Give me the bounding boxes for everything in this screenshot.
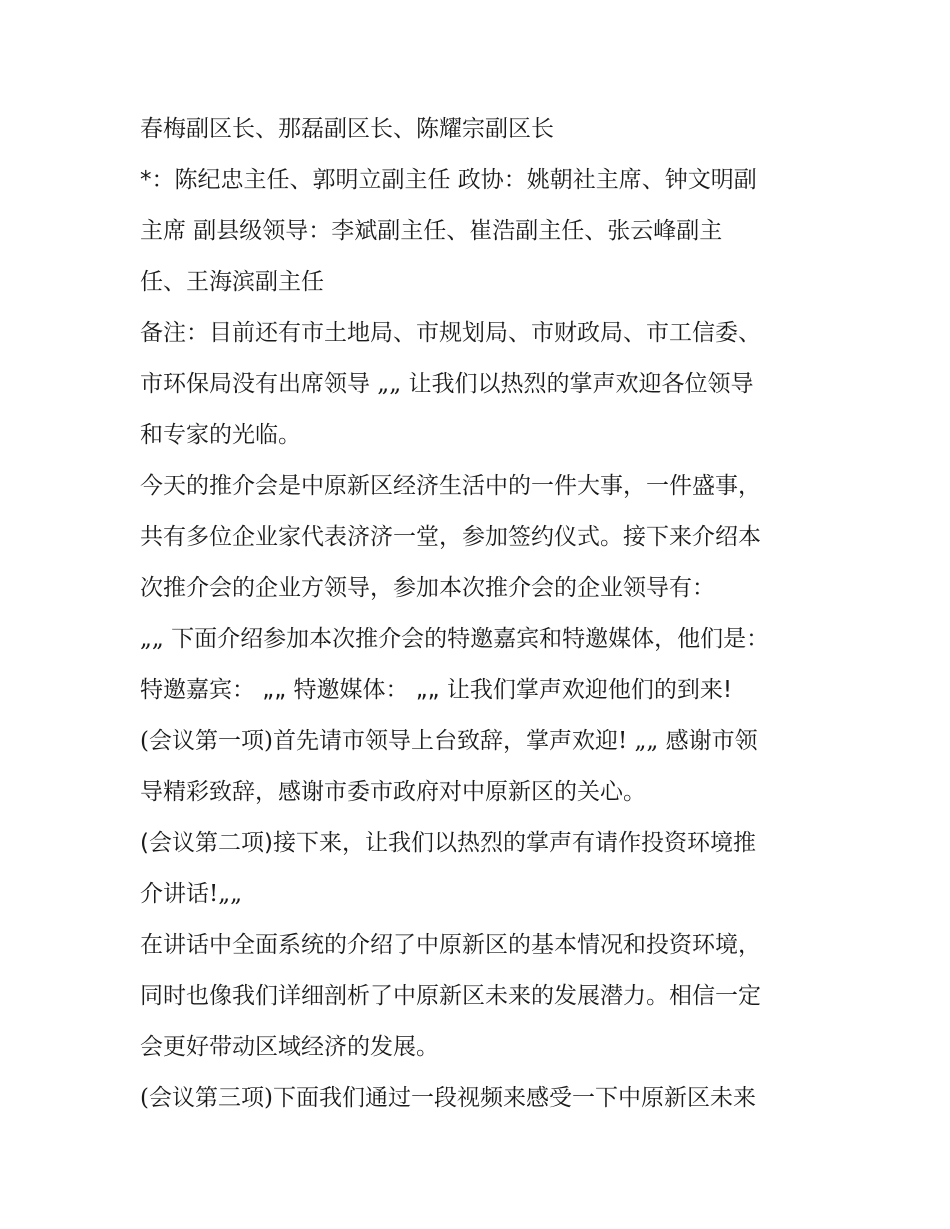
text-line: (会议第二项)接下来，让我们以热烈的掌声有请作投资环境推 bbox=[140, 830, 756, 856]
text-line: 会更好带动区域经济的发展。 bbox=[140, 1034, 439, 1060]
text-line: 次推介会的企业方领导，参加本次推介会的企业领导有： bbox=[140, 575, 715, 601]
text-line: 主席 副县级领导：李斌副主任、崔浩副主任、张云峰副主 bbox=[140, 218, 723, 244]
text-line: 在讲话中全面系统的介绍了中原新区的基本情况和投资环境， bbox=[140, 932, 761, 958]
text-line: (会议第三项)下面我们通过一段视频来感受一下中原新区未来 bbox=[140, 1085, 756, 1111]
text-line: 春梅副区长、那磊副区长、陈耀宗副区长 bbox=[140, 116, 554, 142]
document-body bbox=[140, 104, 820, 1124]
text-line: 特邀嘉宾： „„ 特邀媒体： „„ 让我们掌声欢迎他们的到来! bbox=[140, 677, 733, 703]
text-line: (会议第一项)首先请市领导上台致辞，掌声欢迎! „„ 感谢市领 bbox=[140, 728, 758, 754]
text-line: 同时也像我们详细剖析了中原新区未来的发展潜力。相信一定 bbox=[140, 983, 761, 1009]
text-line: 和专家的光临。 bbox=[140, 422, 301, 448]
text-line: 备注：目前还有市土地局、市规划局、市财政局、市工信委、 bbox=[140, 320, 761, 346]
text-line: 导精彩致辞，感谢市委市政府对中原新区的关心。 bbox=[140, 779, 646, 805]
text-line: 共有多位企业家代表济济一堂，参加签约仪式。接下来介绍本 bbox=[140, 524, 761, 550]
text-line: 介讲话!„„ bbox=[140, 881, 243, 907]
text-line: 今天的推介会是中原新区经济生活中的一件大事，一件盛事， bbox=[140, 473, 761, 499]
text-line: *：陈纪忠主任、郭明立副主任 政协：姚朝社主席、钟文明副 bbox=[140, 167, 757, 193]
text-line: 市环保局没有出席领导 „„ 让我们以热烈的掌声欢迎各位领导 bbox=[140, 371, 754, 397]
text-line: „„ 下面介绍参加本次推介会的特邀嘉宾和特邀媒体，他们是： bbox=[140, 626, 770, 652]
text-line: 任、王海滨副主任 bbox=[140, 269, 324, 295]
